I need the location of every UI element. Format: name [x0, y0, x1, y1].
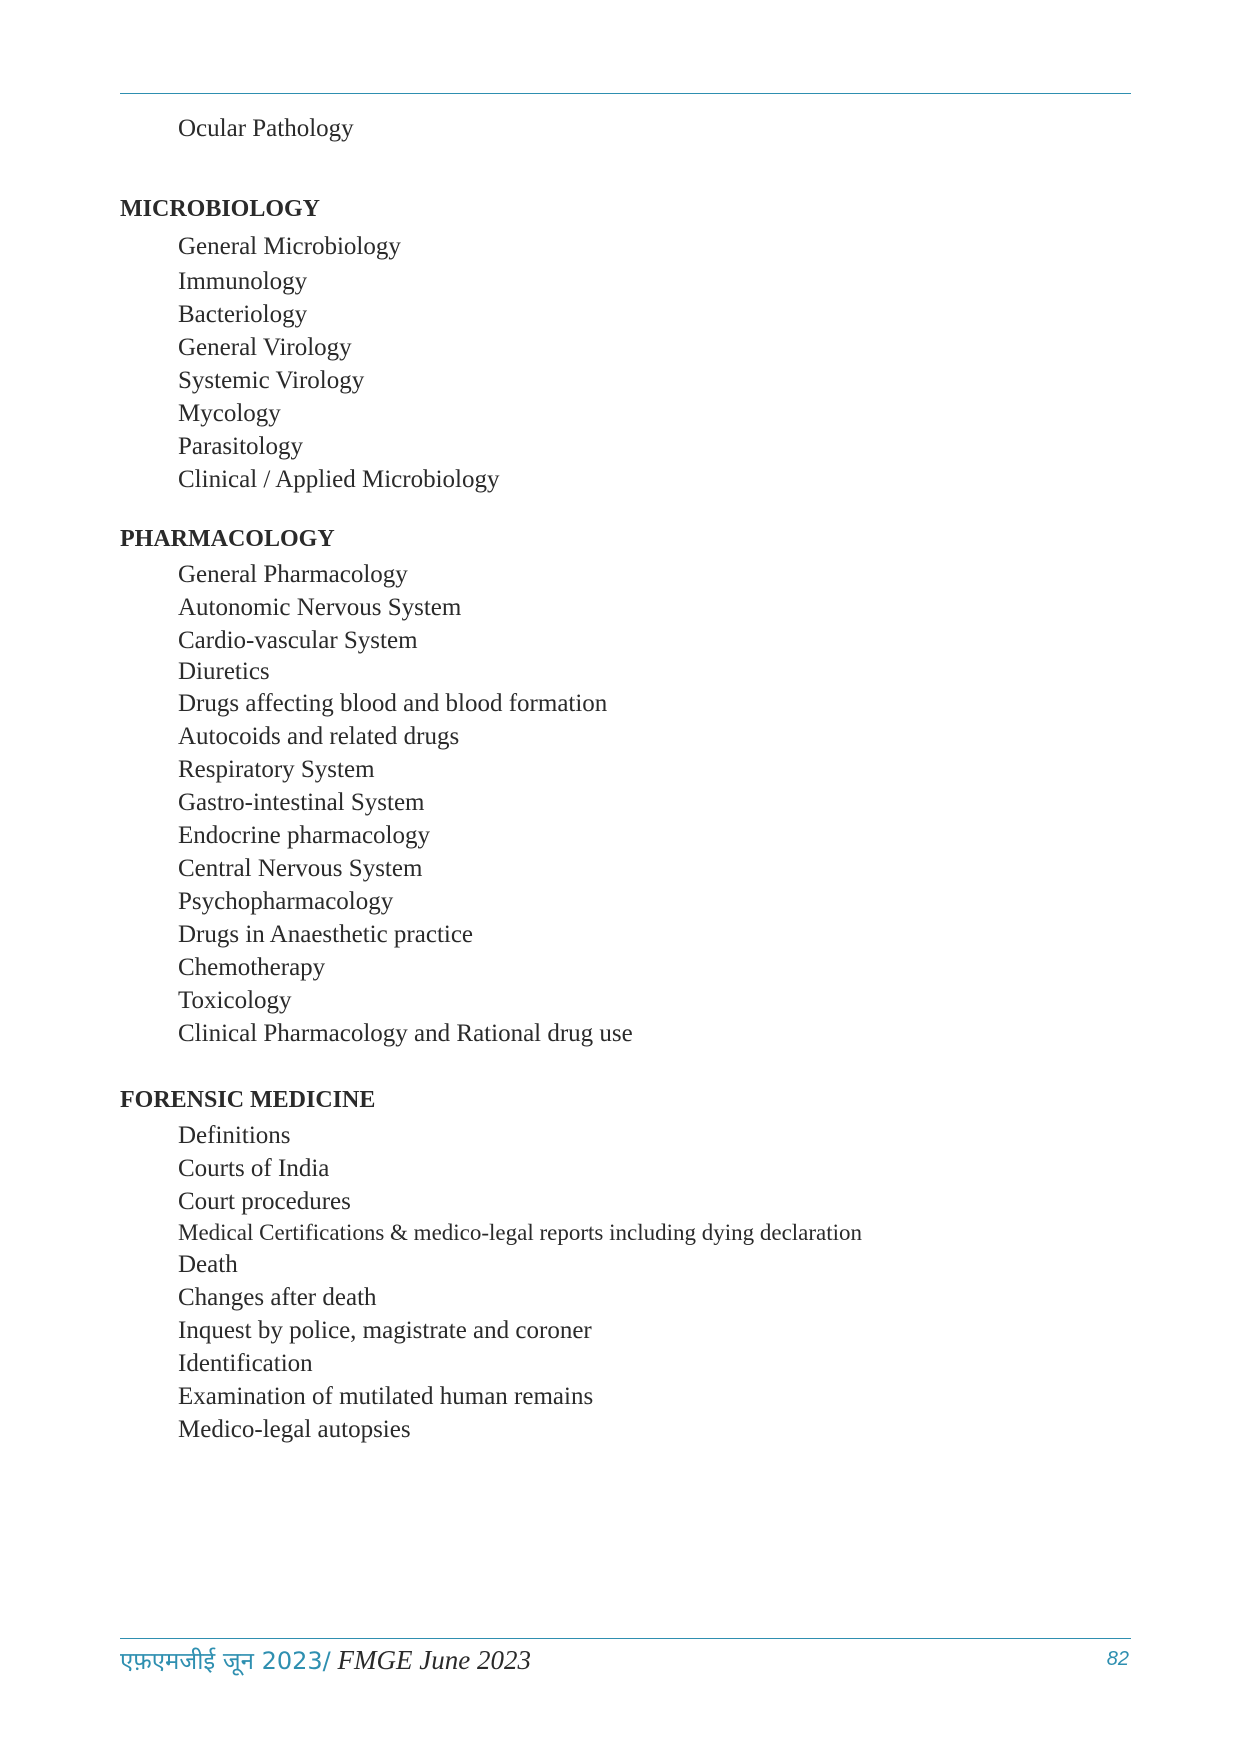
list-item: Endocrine pharmacology [178, 822, 430, 849]
list-item: Drugs affecting blood and blood formation [178, 690, 608, 717]
list-item: Gastro-intestinal System [178, 789, 425, 816]
list-item: Courts of India [178, 1155, 330, 1182]
list-item: Respiratory System [178, 756, 375, 783]
list-item: Clinical Pharmacology and Rational drug use [178, 1020, 633, 1047]
list-item: Bacteriology [178, 301, 308, 328]
section-heading-forensic-medicine: FORENSIC MEDICINE [120, 1087, 376, 1113]
list-item: Medical Certifications & medico-legal reports including dying declaration [178, 1220, 863, 1245]
section-heading-microbiology: MICROBIOLOGY [120, 196, 321, 222]
list-item: Toxicology [178, 987, 292, 1014]
list-item: Changes after death [178, 1284, 377, 1311]
list-item: Psychopharmacology [178, 888, 394, 915]
list-item: Ocular Pathology [178, 115, 354, 142]
list-item: Identification [178, 1350, 313, 1377]
page-number: 82 [1106, 1648, 1129, 1670]
list-item: General Microbiology [178, 233, 401, 260]
list-item: Autocoids and related drugs [178, 723, 460, 750]
list-item: Mycology [178, 400, 281, 427]
list-item: Systemic Virology [178, 367, 365, 394]
list-item: General Virology [178, 334, 352, 361]
list-item: Central Nervous System [178, 855, 423, 882]
list-item: Examination of mutilated human remains [178, 1383, 594, 1410]
list-item: Chemotherapy [178, 954, 326, 981]
list-item: Death [178, 1251, 238, 1278]
list-item: Cardio-vascular System [178, 627, 418, 654]
list-item: Inquest by police, magistrate and coroner [178, 1317, 592, 1344]
footer-divider [120, 1638, 1131, 1639]
list-item: Clinical / Applied Microbiology [178, 466, 500, 493]
page-footer [120, 1640, 1131, 1690]
header-divider [120, 93, 1131, 94]
list-item: Parasitology [178, 433, 303, 460]
syllabus-content [120, 110, 1131, 1446]
footer-english-title: FMGE June 2023 [337, 1645, 531, 1675]
list-item: Medico-legal autopsies [178, 1416, 411, 1443]
list-item: General Pharmacology [178, 561, 408, 588]
list-item: Drugs in Anaesthetic practice [178, 921, 474, 948]
footer-hindi-title: एफ़एमजीई जून 2023/ [120, 1647, 331, 1675]
list-item: Definitions [178, 1122, 291, 1149]
list-item: Autonomic Nervous System [178, 594, 462, 621]
list-item: Immunology [178, 268, 308, 295]
list-item: Diuretics [178, 658, 270, 685]
section-heading-pharmacology: PHARMACOLOGY [120, 526, 335, 552]
list-item: Court procedures [178, 1188, 351, 1215]
footer-title [120, 1640, 531, 1681]
